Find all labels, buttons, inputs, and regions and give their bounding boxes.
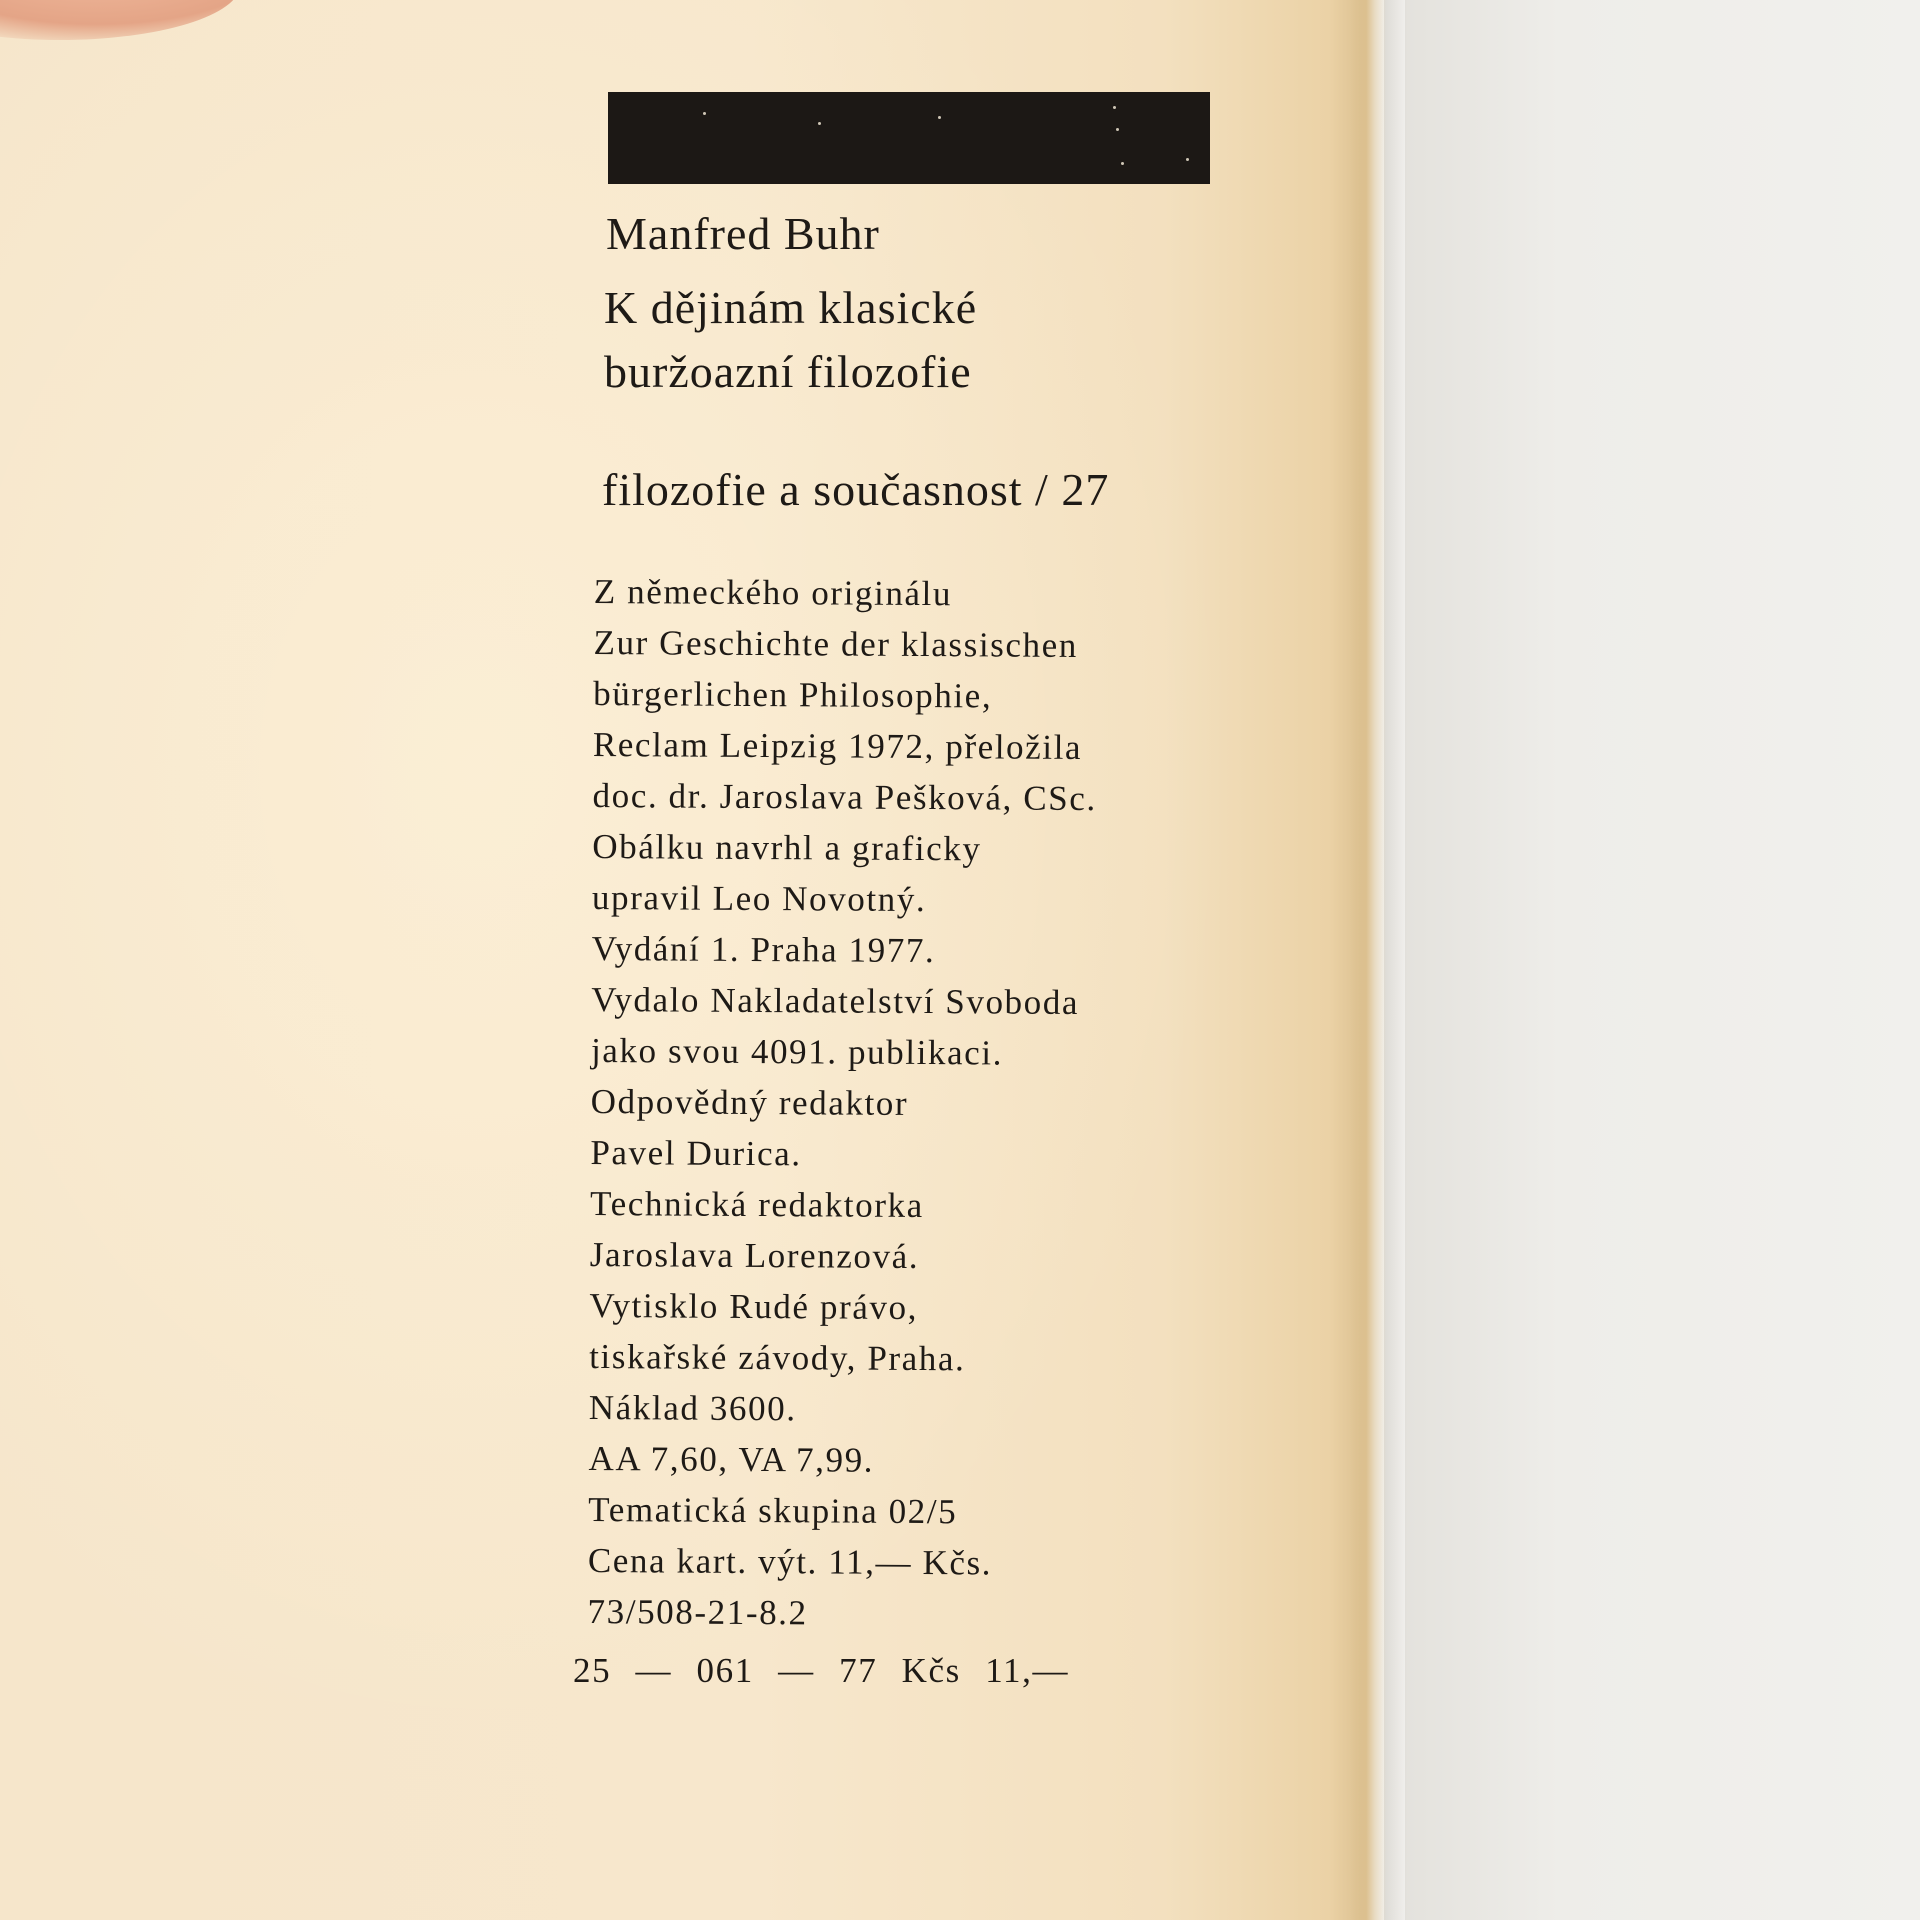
colophon — [587, 566, 1098, 1640]
background-surface — [1405, 0, 1920, 1920]
black-header-bar — [608, 92, 1210, 184]
colophon-line: Zur Geschichte der klassischen — [593, 622, 1079, 665]
page-shadow — [1384, 0, 1408, 1920]
series-name: filozofie a současnost / 27 — [602, 464, 1110, 515]
colophon-line: Odpovědný redaktor — [590, 1081, 909, 1123]
colophon-line: upravil Leo Novotný. — [591, 877, 927, 920]
colophon-line: Reclam Leipzig 1972, přeložila — [592, 724, 1083, 767]
colophon-line: Vydalo Nakladatelství Svoboda — [591, 979, 1080, 1022]
colophon-line: bürgerlichen Philosophie, — [593, 673, 993, 716]
price-code-line: 25 — 061 — 77 Kčs 11,— — [573, 1651, 1070, 1690]
colophon-line: Náklad 3600. — [588, 1387, 797, 1429]
page-edge — [1350, 0, 1386, 1920]
colophon-line: Vytisklo Rudé právo, — [589, 1285, 919, 1327]
colophon-line: Tematická skupina 02/5 — [588, 1489, 958, 1532]
colophon-line: 73/508-21-8.2 — [587, 1591, 808, 1633]
author-name: Manfred Buhr — [606, 208, 880, 259]
book-title-line: K dějinám klasické — [604, 282, 978, 333]
colophon-line: Jaroslava Lorenzová. — [589, 1234, 920, 1276]
colophon-line: doc. dr. Jaroslava Pešková, CSc. — [592, 775, 1097, 819]
colophon-line: Obálku navrhl a graficky — [592, 826, 982, 869]
colophon-line: AA 7,60, VA 7,99. — [588, 1438, 875, 1480]
colophon-line: jako svou 4091. publikaci. — [590, 1030, 1004, 1073]
colophon-line: Pavel Durica. — [590, 1132, 802, 1174]
colophon-line: Cena kart. výt. 11,— Kčs. — [587, 1540, 993, 1583]
book-title-line: buržoazní filozofie — [604, 346, 972, 397]
book-title — [604, 276, 977, 404]
colophon-line: Z německého originálu — [593, 571, 953, 614]
colophon-line: Vydání 1. Praha 1977. — [591, 928, 936, 971]
colophon-line: Technická redaktorka — [589, 1183, 924, 1226]
colophon-line: tiskařské závody, Praha. — [589, 1336, 966, 1379]
